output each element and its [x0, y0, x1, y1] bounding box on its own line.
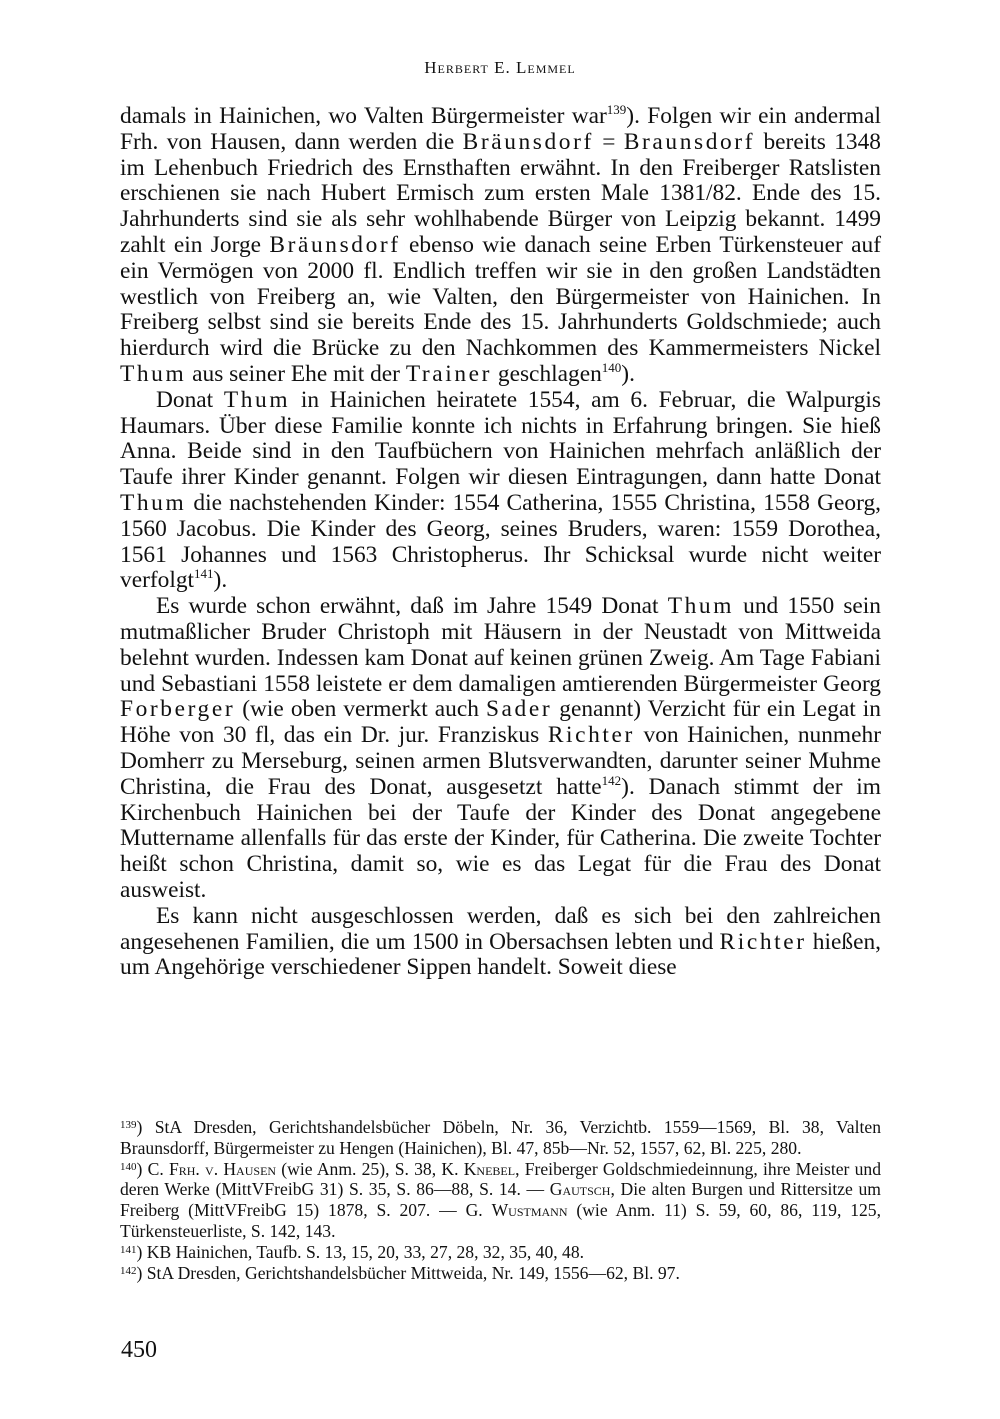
text-run: Donat [156, 386, 224, 413]
footnotes [120, 1117, 881, 1283]
body-text [120, 104, 881, 981]
footnote-reference: 140 [601, 359, 622, 375]
spaced-name: Bräunsdorf [269, 231, 401, 258]
text-run: die nachstehenden Kinder: 1554 Catherina, 1555 Christina, 1558 Georg, 1560 Jacobus. Die Kinder des Georg, seines Bruders, waren: 1559 Dorothea, 1561 Johannes und 1563 Christopherus. Ihr Schicksal wurde nicht weiter verfolgt [120, 489, 881, 594]
text-run: ). Danach stimmt der im Kirchenbuch Hainichen bei der Taufe der Kinder des Donat angegebene Muttername allenfalls für das erste der Kinder, für Catherina. Die zweite Tochter heißt schon Christina, damit so, wie es das Legat für die Frau des Donat ausweist. [120, 773, 881, 903]
footnote-number: 142 [120, 1264, 137, 1277]
spaced-name: Thum [120, 489, 187, 516]
body-paragraph [120, 594, 881, 904]
running-head: Herbert E. Lemmel [424, 58, 576, 77]
text-run: und 1550 sein mutmaßlicher Bruder Christoph mit Häusern in der Neustadt von Mittweida belehnt wurden. Indessen kam Donat auf keinen grünen Zweig. Am Tage Fabiani und Sebastiani 1558 leistete er dem damaligen amtierenden Bürgermeister Georg [120, 593, 881, 697]
text-run: in Hainichen heiratete 1554, am 6. Februar, die Walpurgis Haumars. Über diese Familie konnte ich nichts in Erfahrung bringen. Sie hieß Anna. Beide sind in den Taufbüchern von Hainichen mehrfach anläßlich der Taufe ihrer Kinder genannt. Folgen wir diesen Eintragungen, dann hatte Donat [120, 386, 881, 491]
body-paragraph [120, 388, 881, 594]
text-run: ) KB Hainichen, Taufb. S. 13, 15, 20, 33, 27, 28, 32, 35, 40, 48. [136, 1241, 585, 1262]
text-run: hießen, um Angehörige verschiedener Sippen handelt. Soweit diese [120, 928, 881, 981]
footnote-reference: 141 [194, 566, 214, 582]
spaced-name: Richter [547, 722, 635, 749]
text-run: , Die alten Burgen und Rittersitze um Freiberg (MittVFreibG 15) 1878, S. 207. — G. [120, 1179, 881, 1221]
spaced-name: Thum [223, 386, 291, 413]
text-run: ). [621, 360, 635, 387]
text-run: = [593, 128, 624, 155]
body-paragraph [120, 104, 881, 388]
spaced-name: Forberger [120, 696, 236, 723]
spaced-name: Richter [719, 928, 807, 955]
footnote-reference: 142 [601, 772, 622, 788]
author-name: Gautsch [549, 1179, 611, 1200]
text-run: (wie Anm. 25), S. 38, K. [276, 1158, 464, 1179]
text-run: von Hainichen, nunmehr Domherr zu Merseburg, seinen armen Blutsverwandten, darunter seiner Muhme Christina, die Frau des Donat, ausgesetzt hatte [120, 722, 881, 800]
text-run: aus seiner Ehe mit der [186, 360, 406, 387]
author-name: Knebel [463, 1158, 516, 1179]
footnote-number: 140 [120, 1160, 137, 1173]
author-name: Frh. v. Hausen [168, 1158, 277, 1179]
text-run: damals in Hainichen, wo Valten Bürgermeister war [120, 103, 607, 129]
text-run: geschlagen [492, 360, 602, 387]
text-run: Es wurde schon erwähnt, daß im Jahre 1549 Donat [156, 593, 668, 620]
text-run: bereits 1348 im Lehenbuch Friedrich des Ernsthaften erwähnt. In den Freiberger Ratslisten erschienen sie nach Hubert Ermisch zum ersten Male 1381/82. Ende des 15. Jahrhunderts sind sie als sehr wohlhabende Bürger von Leipzig bekannt. 1499 zahlt ein Jorge [120, 128, 881, 258]
text-run: ). Folgen wir ein andermal Frh. von Hausen, dann werden die [120, 103, 881, 155]
footnote-number: 141 [120, 1243, 137, 1256]
footnote [120, 1242, 881, 1263]
footnote-number: 139 [120, 1119, 137, 1131]
text-run: ). [213, 567, 228, 594]
spaced-name: Thum [120, 360, 187, 387]
text-run: (wie oben vermerkt auch [235, 696, 486, 723]
footnote [120, 1263, 881, 1284]
footnote [120, 1117, 881, 1159]
text-run: ebenso wie danach seine Erben Türkensteuer auf ein Vermögen von 2000 fl. Endlich treffen wir sie in den großen Landstädten westlich von Freiberg an, wie Valten, den Bürgermeister von Hainichen. In Freiberg selbst sind sie bereits Ende des 15. Jahrhunderts Goldschmiede; auch hierdurch wird die Brücke zu den Nachkommen des Kammermeisters Nickel [120, 231, 881, 362]
text-run: ) C. [136, 1158, 169, 1179]
text-run: ) StA Dresden, Gerichtshandelsbücher Döbeln, Nr. 36, Verzichtb. 1559—1569, Bl. 38, Valten Braunsdorff, Bürgermeister zu Hengen (Hainichen), Bl. 47, 85b—Nr. 52, 1557, 62, Bl. 225, 280. [120, 1117, 881, 1158]
page-number: 450 [121, 1337, 157, 1363]
spaced-name: Thum [667, 593, 734, 620]
author-name: Wustmann [491, 1200, 568, 1221]
footnote-reference: 139 [606, 102, 627, 117]
spaced-name: Trainer [405, 360, 493, 387]
spaced-name: Sader [485, 696, 553, 723]
text-run: (wie Anm. 11) S. 59, 60, 86, 119, 125, Türkensteuerliste, S. 142, 143. [120, 1200, 881, 1241]
footnote [120, 1159, 881, 1242]
spaced-name: Braunsdorf [623, 128, 756, 155]
text-run: Es kann nicht ausgeschlossen werden, daß es sich bei den zahlreichen angesehenen Familien, die um 1500 in Obersachsen lebten und [120, 902, 881, 955]
body-paragraph [120, 904, 881, 981]
spaced-name: Bräunsdorf [462, 128, 594, 155]
text-run: ) StA Dresden, Gerichtshandelsbücher Mittweida, Nr. 149, 1556—62, Bl. 97. [136, 1262, 680, 1283]
text-run: genannt) Verzicht für ein Legat in Höhe von 30 fl, das ein Dr. jur. Franziskus [120, 696, 881, 749]
text-run: , Freiberger Goldschmiedeinnung, ihre Meister und deren Werke (MittVFreibG 31) S. 35, S. 86—88, S. 14. — [120, 1158, 881, 1200]
